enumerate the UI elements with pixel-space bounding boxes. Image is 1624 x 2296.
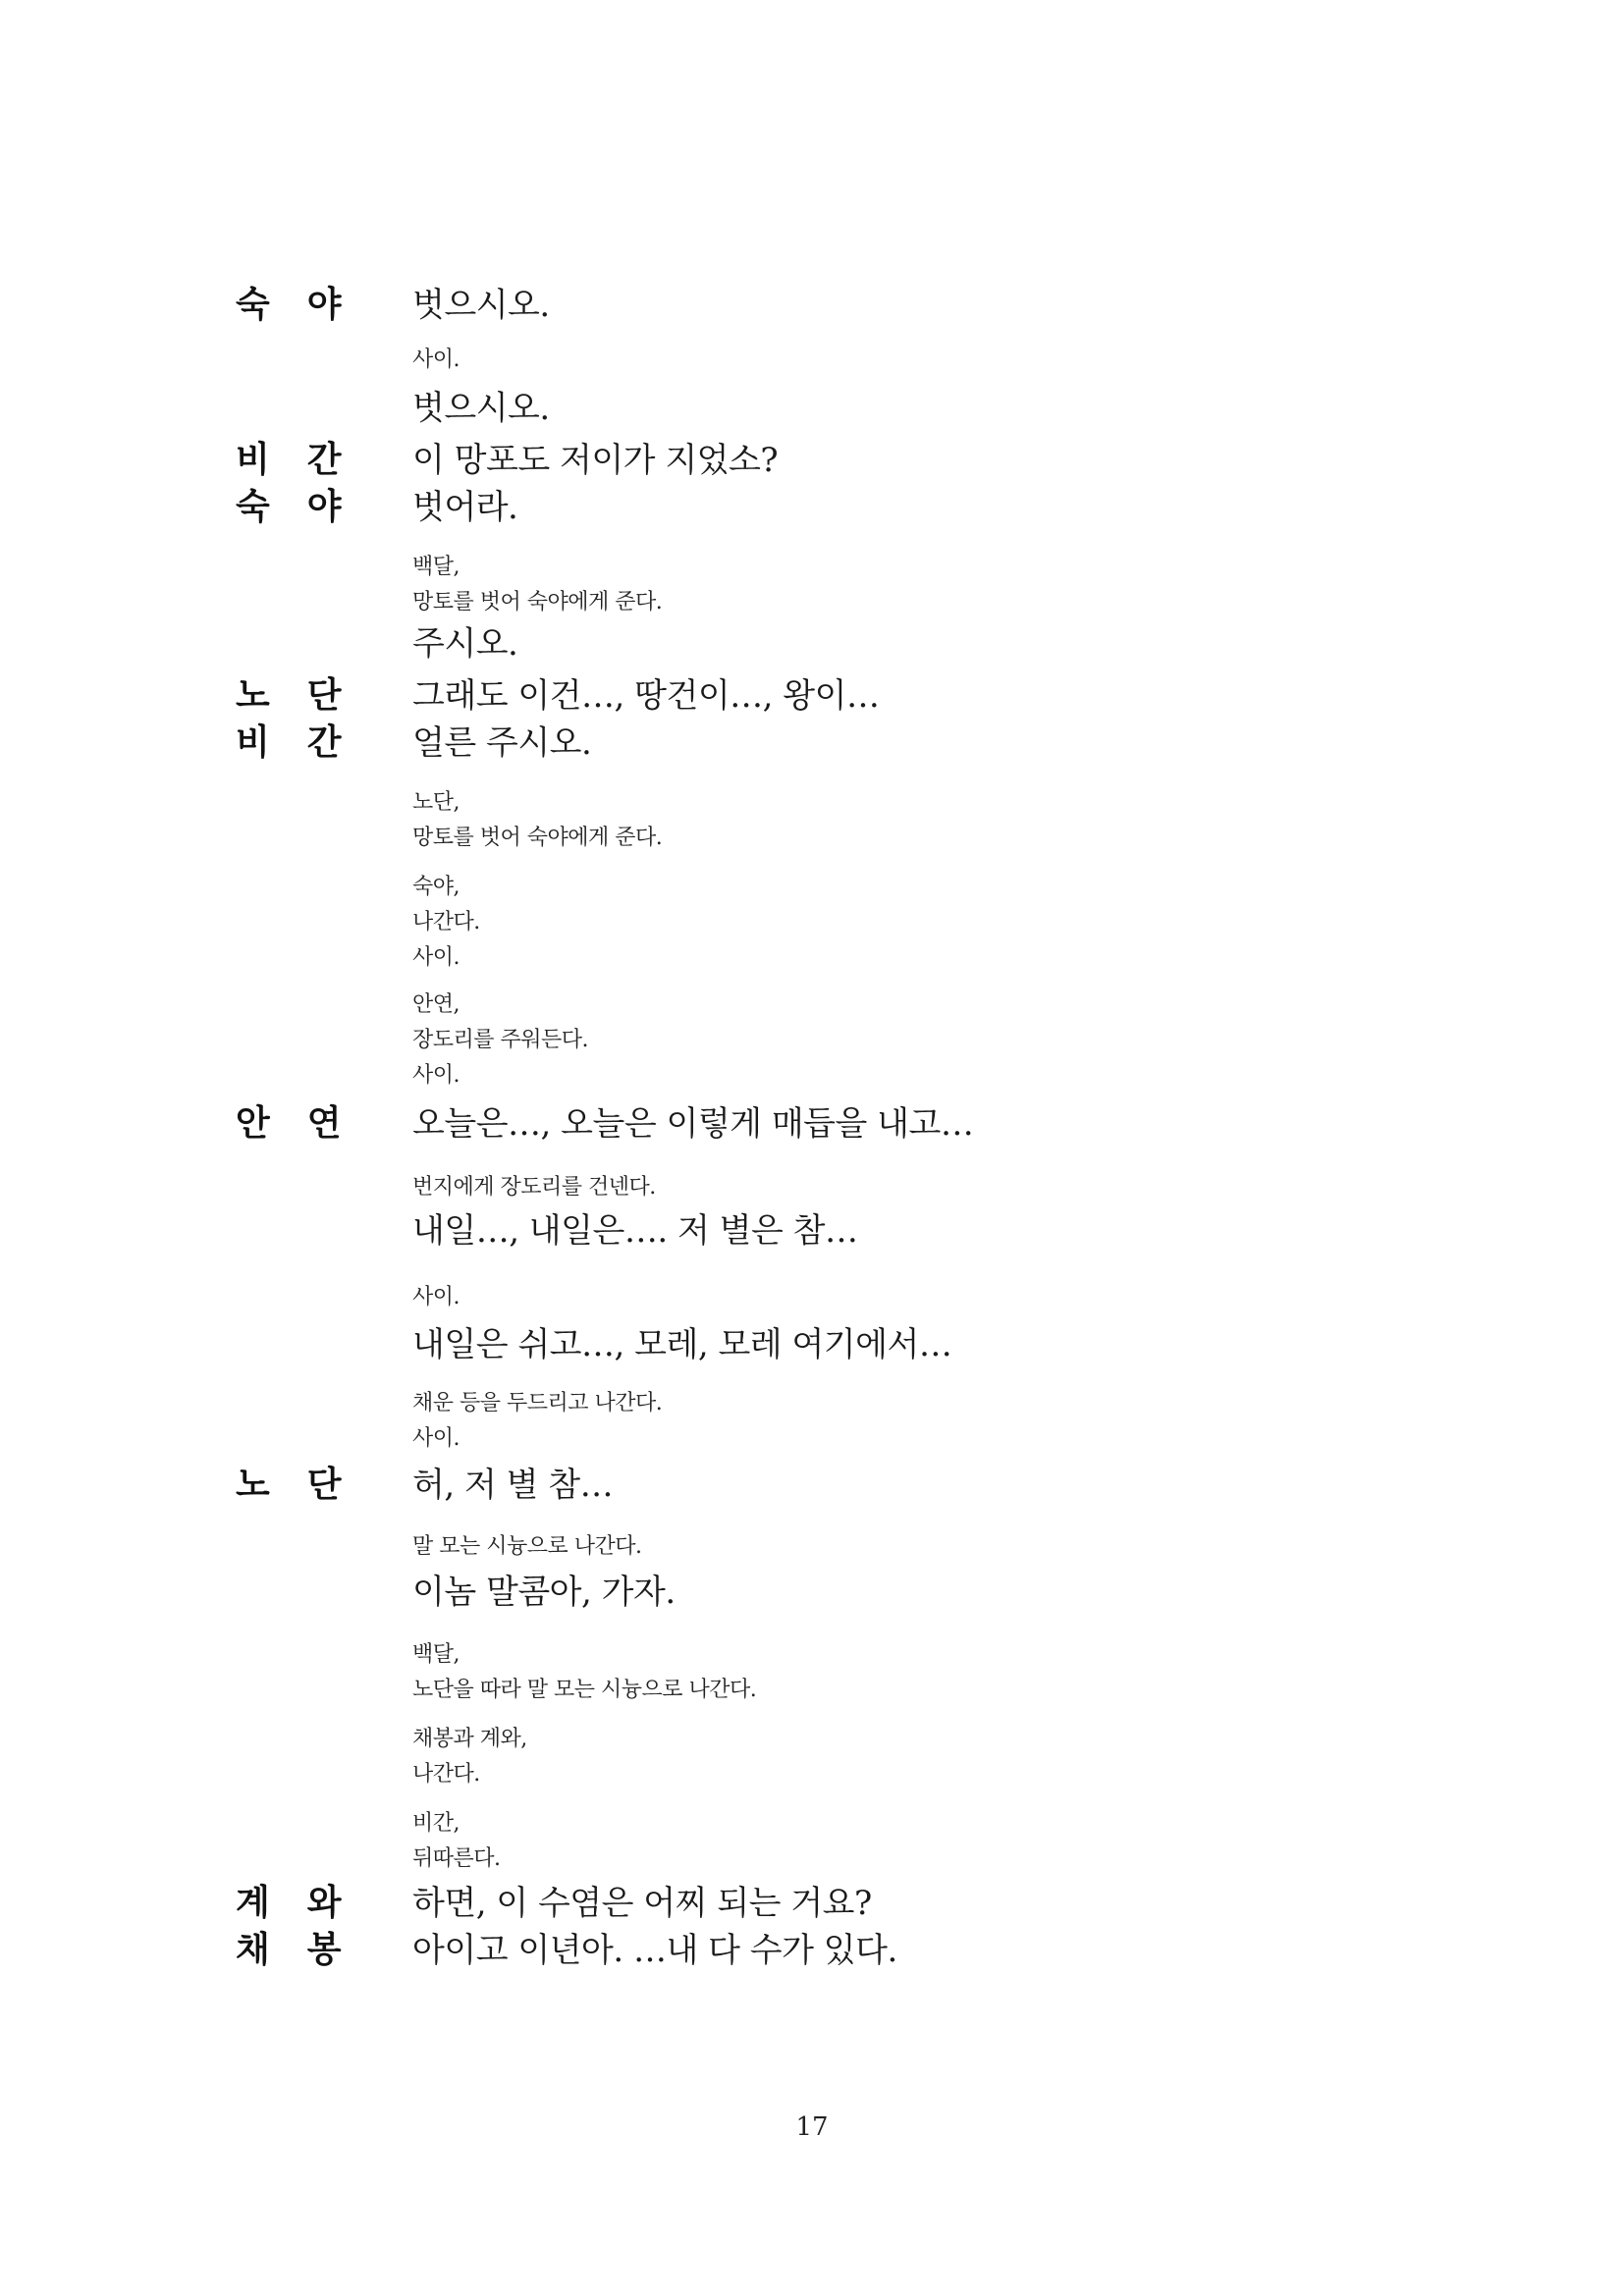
- dialogue-line: [236, 620, 517, 667]
- dialogue-text: 주시오.: [412, 624, 518, 664]
- stage-direction-line: 백달,: [412, 555, 460, 579]
- dialogue-line: [236, 1569, 676, 1616]
- dialogue-line: [236, 479, 517, 531]
- dialogue-line: [236, 1321, 951, 1368]
- stage-direction-line: 사이.: [412, 1285, 460, 1309]
- dialogue-line: [236, 432, 778, 484]
- dialogue-line: [236, 1095, 973, 1148]
- dialogue-line: [236, 1922, 897, 1974]
- stage-direction-line: 번지에게 장도리를 건넨다.: [412, 1175, 656, 1200]
- stage-direction-line: 백달,: [412, 1642, 460, 1667]
- dialogue-text: 이놈 말콤아, 가자.: [412, 1573, 676, 1612]
- dialogue-text: 벗으시오.: [412, 286, 550, 325]
- stage-direction-line: 노단,: [412, 790, 460, 815]
- stage-direction: [412, 1806, 501, 1877]
- stage-direction: [412, 1529, 642, 1565]
- dialogue-text: 하면, 이 수염은 어찌 되는 거요?: [412, 1884, 872, 1923]
- stage-direction: [412, 1386, 662, 1457]
- speaker-name: 안연: [236, 1103, 379, 1144]
- speaker-name: 숙야: [236, 487, 379, 527]
- speaker-name: 비간: [236, 440, 379, 480]
- dialogue-line: [236, 667, 879, 720]
- stage-direction-line: 채봉과 계와,: [412, 1727, 527, 1751]
- stage-direction: [412, 1722, 527, 1792]
- dialogue-text: 벗으시오.: [412, 389, 550, 428]
- page-number: 17: [795, 2112, 829, 2142]
- stage-direction: [412, 1170, 656, 1205]
- stage-direction: [412, 785, 662, 856]
- stage-direction: [412, 1637, 756, 1708]
- stage-direction-line: 사이.: [412, 347, 460, 372]
- speaker-name: 노단: [236, 1465, 379, 1505]
- stage-direction-line: 사이.: [412, 945, 460, 970]
- stage-direction-line: 노단을 따라 말 모는 시늉으로 나간다.: [412, 1678, 757, 1702]
- dialogue-text: 허, 저 별 참…: [412, 1466, 614, 1505]
- stage-direction-line: 사이.: [412, 1426, 460, 1451]
- stage-direction-line: 비간,: [412, 1811, 460, 1836]
- stage-direction-line: 말 모는 시늉으로 나간다.: [412, 1534, 642, 1559]
- dialogue-line: [236, 385, 550, 432]
- dialogue-line: [236, 1457, 613, 1509]
- dialogue-text: 벗어라.: [412, 488, 518, 527]
- dialogue-text: 그래도 이건…, 땅건이…, 왕이…: [412, 676, 880, 716]
- dialogue-text: 얼른 주시오.: [412, 723, 592, 763]
- stage-direction-line: 사이.: [412, 1063, 460, 1088]
- dialogue-line: [236, 715, 591, 767]
- dialogue-text: 오늘은…, 오늘은 이렇게 매듭을 내고…: [412, 1104, 974, 1144]
- speaker-name: 비간: [236, 722, 379, 763]
- stage-direction-line: 망토를 벗어 숙야에게 준다.: [412, 826, 663, 850]
- stage-direction: [412, 1280, 460, 1315]
- stage-direction: [412, 870, 480, 976]
- stage-direction: [412, 343, 460, 378]
- dialogue-line: [236, 277, 550, 329]
- speaker-name: 노단: [236, 675, 379, 716]
- dialogue-text: 내일은 쉬고…, 모레, 모레 여기에서…: [412, 1325, 952, 1364]
- stage-direction-line: 채운 등을 두드리고 나간다.: [412, 1391, 663, 1415]
- dialogue-text: 이 망포도 저이가 지었소?: [412, 441, 779, 480]
- speaker-name: 숙야: [236, 285, 379, 325]
- stage-direction-line: 나간다.: [412, 1762, 480, 1787]
- dialogue-text: 아이고 이년아. …내 다 수가 있다.: [412, 1931, 897, 1970]
- stage-direction-line: 뒤따른다.: [412, 1846, 501, 1871]
- stage-direction-line: 숙야,: [412, 875, 460, 899]
- stage-direction: [412, 988, 588, 1094]
- stage-direction-line: 장도리를 주워든다.: [412, 1028, 589, 1052]
- stage-direction: [412, 550, 662, 620]
- stage-direction-line: 안연,: [412, 992, 460, 1017]
- dialogue-line: [236, 1875, 872, 1927]
- stage-direction-line: 나간다.: [412, 910, 480, 934]
- dialogue-line: [236, 1207, 857, 1255]
- speaker-name: 채봉: [236, 1930, 379, 1970]
- stage-direction-line: 망토를 벗어 숙야에게 준다.: [412, 590, 663, 614]
- dialogue-text: 내일…, 내일은…. 저 별은 참…: [412, 1211, 858, 1251]
- speaker-name: 계와: [236, 1883, 379, 1923]
